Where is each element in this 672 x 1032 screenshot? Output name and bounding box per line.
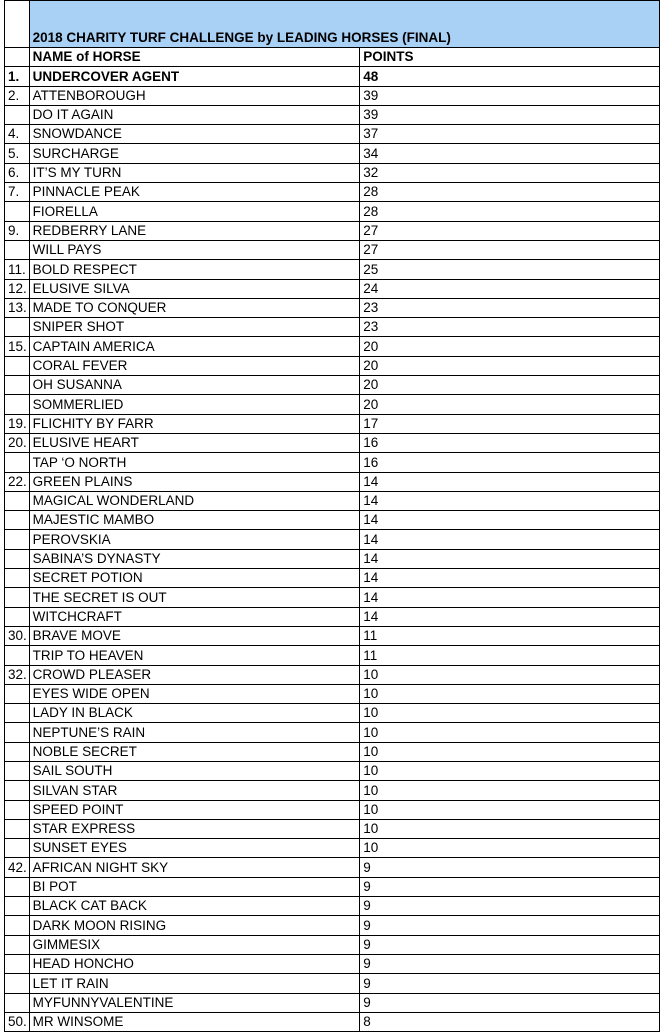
horse-name: WILL PAYS: [29, 240, 360, 259]
table-row: [5, 588, 660, 607]
rank-cell: [5, 202, 30, 221]
points-cell: 10: [360, 723, 660, 742]
horse-name: CAPTAIN AMERICA: [29, 337, 360, 356]
rank-cell: [5, 511, 30, 530]
table-row: [5, 684, 660, 703]
table-row: [5, 202, 660, 221]
title-spacer-cell: [5, 1, 30, 48]
table-row: [5, 569, 660, 588]
table-row: [5, 761, 660, 780]
points-cell: 14: [360, 607, 660, 626]
rank-cell: 2.: [5, 86, 30, 105]
table-row: [5, 472, 660, 491]
points-cell: 20: [360, 395, 660, 414]
points-cell: 27: [360, 240, 660, 259]
table-row: [5, 395, 660, 414]
table-row: [5, 183, 660, 202]
table-row: [5, 626, 660, 645]
table-row: [5, 433, 660, 452]
horse-name: WITCHCRAFT: [29, 607, 360, 626]
table-row: [5, 318, 660, 337]
rank-cell: [5, 105, 30, 124]
header-name: NAME of HORSE: [29, 48, 360, 67]
table-row: [5, 511, 660, 530]
horse-name: CORAL FEVER: [29, 356, 360, 375]
horse-name: BI POT: [29, 877, 360, 896]
rank-cell: 12.: [5, 279, 30, 298]
points-cell: 20: [360, 337, 660, 356]
horse-name: MAJESTIC MAMBO: [29, 511, 360, 530]
table-row: [5, 105, 660, 124]
points-cell: 20: [360, 356, 660, 375]
horse-name: ATTENBOROUGH: [29, 86, 360, 105]
rank-cell: [5, 318, 30, 337]
table-row: [5, 839, 660, 858]
points-cell: 23: [360, 318, 660, 337]
horse-name: PEROVSKIA: [29, 530, 360, 549]
rank-cell: [5, 761, 30, 780]
rank-cell: 19.: [5, 414, 30, 433]
rank-cell: [5, 723, 30, 742]
points-cell: 9: [360, 993, 660, 1012]
points-cell: 14: [360, 472, 660, 491]
title-row: [5, 1, 660, 48]
table-row: [5, 337, 660, 356]
horse-name: TRIP TO HEAVEN: [29, 646, 360, 665]
rank-cell: 32.: [5, 665, 30, 684]
horse-name: TAP ‘O NORTH: [29, 453, 360, 472]
rank-cell: [5, 395, 30, 414]
points-cell: 32: [360, 163, 660, 182]
points-cell: 48: [360, 67, 660, 86]
horse-name: UNDERCOVER AGENT: [29, 67, 360, 86]
horse-name: AFRICAN NIGHT SKY: [29, 858, 360, 877]
rank-cell: [5, 819, 30, 838]
table-row: [5, 877, 660, 896]
horse-name: MADE TO CONQUER: [29, 298, 360, 317]
horse-name: SOMMERLIED: [29, 395, 360, 414]
horse-name: GREEN PLAINS: [29, 472, 360, 491]
table-row: [5, 67, 660, 86]
points-cell: 34: [360, 144, 660, 163]
points-cell: 9: [360, 954, 660, 973]
table-row: [5, 549, 660, 568]
points-cell: 14: [360, 511, 660, 530]
rank-cell: 13.: [5, 298, 30, 317]
table-row: [5, 298, 660, 317]
leaderboard-body: [5, 1, 660, 1032]
rank-cell: [5, 935, 30, 954]
rank-cell: 6.: [5, 163, 30, 182]
table-row: [5, 221, 660, 240]
horse-name: BLACK CAT BACK: [29, 897, 360, 916]
table-row: [5, 453, 660, 472]
points-cell: 17: [360, 414, 660, 433]
points-cell: 9: [360, 897, 660, 916]
rank-cell: 7.: [5, 183, 30, 202]
rank-cell: [5, 897, 30, 916]
points-cell: 10: [360, 742, 660, 761]
points-cell: 24: [360, 279, 660, 298]
header-points: POINTS: [360, 48, 660, 67]
horse-name: LADY IN BLACK: [29, 704, 360, 723]
horse-name: HEAD HONCHO: [29, 954, 360, 973]
horse-name: IT’S MY TURN: [29, 163, 360, 182]
horse-name: ELUSIVE SILVA: [29, 279, 360, 298]
rank-cell: [5, 376, 30, 395]
horse-name: SNOWDANCE: [29, 125, 360, 144]
points-cell: 10: [360, 800, 660, 819]
horse-name: FLICHITY BY FARR: [29, 414, 360, 433]
table-row: [5, 819, 660, 838]
table-row: [5, 742, 660, 761]
rank-cell: [5, 549, 30, 568]
horse-name: SPEED POINT: [29, 800, 360, 819]
points-cell: 9: [360, 916, 660, 935]
rank-cell: [5, 877, 30, 896]
horse-name: SURCHARGE: [29, 144, 360, 163]
leaderboard-table: [4, 0, 660, 1032]
rank-cell: 4.: [5, 125, 30, 144]
rank-cell: [5, 781, 30, 800]
table-row: [5, 897, 660, 916]
points-cell: 11: [360, 626, 660, 645]
table-row: [5, 376, 660, 395]
table-row: [5, 279, 660, 298]
horse-name: NOBLE SECRET: [29, 742, 360, 761]
table-row: [5, 356, 660, 375]
table-row: [5, 144, 660, 163]
rank-cell: [5, 491, 30, 510]
rank-cell: [5, 800, 30, 819]
table-row: [5, 704, 660, 723]
rank-cell: [5, 704, 30, 723]
points-cell: 10: [360, 819, 660, 838]
rank-cell: [5, 530, 30, 549]
table-row: [5, 491, 660, 510]
rank-cell: [5, 240, 30, 259]
points-cell: 10: [360, 704, 660, 723]
header-rank-cell: [5, 48, 30, 67]
points-cell: 10: [360, 839, 660, 858]
points-cell: 16: [360, 433, 660, 452]
table-row: [5, 723, 660, 742]
table-row: [5, 858, 660, 877]
points-cell: 39: [360, 105, 660, 124]
rank-cell: 15.: [5, 337, 30, 356]
horse-name: SUNSET EYES: [29, 839, 360, 858]
points-cell: 10: [360, 761, 660, 780]
horse-name: SABINA’S DYNASTY: [29, 549, 360, 568]
rank-cell: 50.: [5, 1012, 30, 1031]
table-row: [5, 993, 660, 1012]
rank-cell: [5, 453, 30, 472]
horse-name: SNIPER SHOT: [29, 318, 360, 337]
header-row: [5, 48, 660, 67]
points-cell: 14: [360, 588, 660, 607]
rank-cell: [5, 993, 30, 1012]
points-cell: 14: [360, 569, 660, 588]
table-row: [5, 665, 660, 684]
rank-cell: [5, 916, 30, 935]
table-row: [5, 1012, 660, 1031]
table-title: 2018 CHARITY TURF CHALLENGE by LEADING HORSES (FINAL): [29, 1, 659, 48]
horse-name: PINNACLE PEAK: [29, 183, 360, 202]
rank-cell: [5, 569, 30, 588]
points-cell: 10: [360, 781, 660, 800]
rank-cell: 1.: [5, 67, 30, 86]
horse-name: DARK MOON RISING: [29, 916, 360, 935]
horse-name: MR WINSOME: [29, 1012, 360, 1031]
horse-name: SECRET POTION: [29, 569, 360, 588]
horse-name: STAR EXPRESS: [29, 819, 360, 838]
points-cell: 10: [360, 684, 660, 703]
table-row: [5, 954, 660, 973]
points-cell: 9: [360, 877, 660, 896]
rank-cell: 22.: [5, 472, 30, 491]
horse-name: BRAVE MOVE: [29, 626, 360, 645]
points-cell: 8: [360, 1012, 660, 1031]
horse-name: EYES WIDE OPEN: [29, 684, 360, 703]
horse-name: CROWD PLEASER: [29, 665, 360, 684]
points-cell: 9: [360, 935, 660, 954]
horse-name: REDBERRY LANE: [29, 221, 360, 240]
horse-name: GIMMESIX: [29, 935, 360, 954]
points-cell: 27: [360, 221, 660, 240]
rank-cell: 20.: [5, 433, 30, 452]
points-cell: 16: [360, 453, 660, 472]
table-row: [5, 86, 660, 105]
points-cell: 14: [360, 549, 660, 568]
points-cell: 10: [360, 665, 660, 684]
table-row: [5, 240, 660, 259]
points-cell: 28: [360, 183, 660, 202]
table-row: [5, 646, 660, 665]
rank-cell: [5, 588, 30, 607]
table-row: [5, 607, 660, 626]
rank-cell: [5, 954, 30, 973]
table-row: [5, 916, 660, 935]
rank-cell: 9.: [5, 221, 30, 240]
horse-name: SAIL SOUTH: [29, 761, 360, 780]
horse-name: THE SECRET IS OUT: [29, 588, 360, 607]
table-row: [5, 125, 660, 144]
points-cell: 37: [360, 125, 660, 144]
points-cell: 14: [360, 530, 660, 549]
rank-cell: [5, 974, 30, 993]
points-cell: 28: [360, 202, 660, 221]
points-cell: 23: [360, 298, 660, 317]
points-cell: 39: [360, 86, 660, 105]
rank-cell: [5, 356, 30, 375]
table-row: [5, 260, 660, 279]
horse-name: ELUSIVE HEART: [29, 433, 360, 452]
horse-name: MAGICAL WONDERLAND: [29, 491, 360, 510]
horse-name: DO IT AGAIN: [29, 105, 360, 124]
rank-cell: 30.: [5, 626, 30, 645]
table-row: [5, 530, 660, 549]
horse-name: SILVAN STAR: [29, 781, 360, 800]
rank-cell: 42.: [5, 858, 30, 877]
rank-cell: [5, 646, 30, 665]
points-cell: 14: [360, 491, 660, 510]
rank-cell: [5, 839, 30, 858]
rank-cell: [5, 742, 30, 761]
horse-name: NEPTUNE’S RAIN: [29, 723, 360, 742]
horse-name: MYFUNNYVALENTINE: [29, 993, 360, 1012]
points-cell: 25: [360, 260, 660, 279]
table-row: [5, 935, 660, 954]
points-cell: 9: [360, 858, 660, 877]
horse-name: BOLD RESPECT: [29, 260, 360, 279]
horse-name: FIORELLA: [29, 202, 360, 221]
table-row: [5, 414, 660, 433]
rank-cell: [5, 607, 30, 626]
points-cell: 9: [360, 974, 660, 993]
rank-cell: [5, 684, 30, 703]
points-cell: 11: [360, 646, 660, 665]
table-row: [5, 781, 660, 800]
horse-name: OH SUSANNA: [29, 376, 360, 395]
rank-cell: 11.: [5, 260, 30, 279]
rank-cell: 5.: [5, 144, 30, 163]
table-row: [5, 974, 660, 993]
points-cell: 20: [360, 376, 660, 395]
horse-name: LET IT RAIN: [29, 974, 360, 993]
table-row: [5, 163, 660, 182]
table-row: [5, 800, 660, 819]
